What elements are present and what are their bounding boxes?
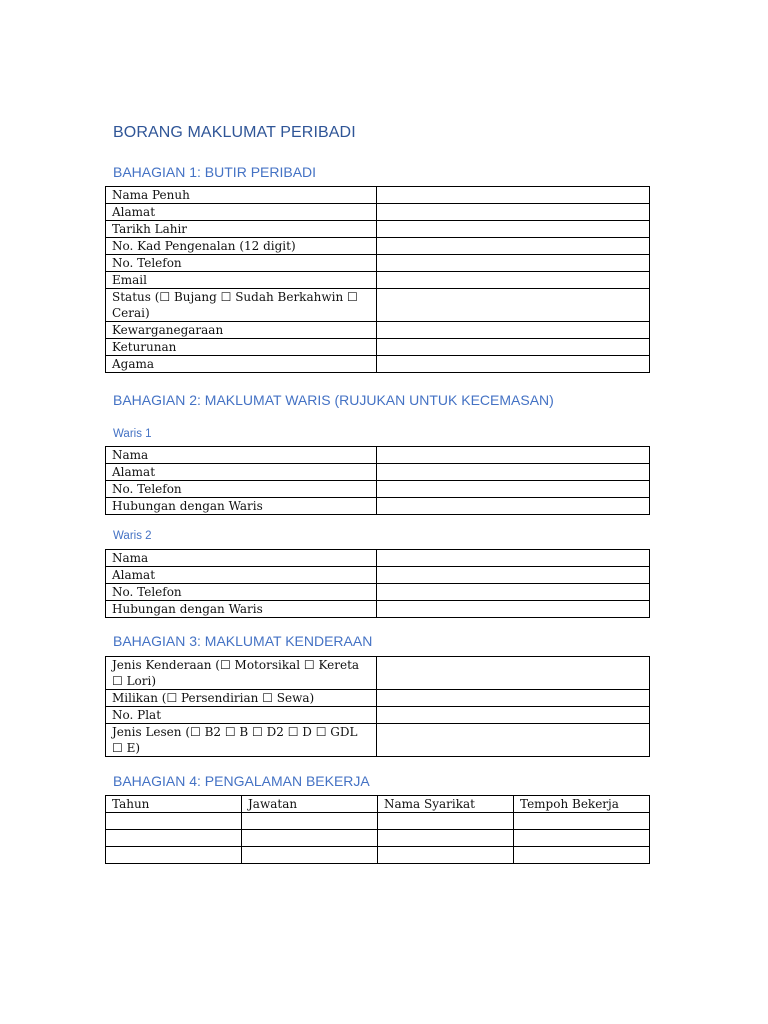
field-label-ic-number: No. Kad Pengenalan (12 digit) [106, 238, 377, 255]
cell-company[interactable] [378, 847, 514, 864]
waris1-heading: Waris 1 [113, 428, 152, 440]
cell-position[interactable] [242, 847, 378, 864]
field-value-waris2-phone[interactable] [377, 584, 650, 601]
cell-duration[interactable] [514, 813, 650, 830]
table-row [106, 657, 650, 690]
field-value-waris1-phone[interactable] [377, 481, 650, 498]
table-row [106, 847, 650, 864]
field-value-vehicle-type[interactable] [377, 657, 650, 690]
section1-heading: BAHAGIAN 1: BUTIR PERIBADI [113, 164, 317, 180]
field-value-citizenship[interactable] [377, 322, 650, 339]
field-label-citizenship: Kewarganegaraan [106, 322, 377, 339]
field-label-religion: Agama [106, 356, 377, 373]
field-value-marital-status[interactable] [377, 289, 650, 322]
cell-year[interactable] [106, 847, 242, 864]
column-header-company: Nama Syarikat [378, 796, 514, 813]
table-row [106, 204, 650, 221]
field-label-ownership: Milikan (☐ Persendirian ☐ Sewa) [106, 690, 377, 707]
column-header-position: Jawatan [242, 796, 378, 813]
table-row [106, 690, 650, 707]
field-value-waris2-address[interactable] [377, 567, 650, 584]
table-row [106, 289, 650, 322]
field-value-license-type[interactable] [377, 724, 650, 757]
column-header-year: Tahun [106, 796, 242, 813]
cell-duration[interactable] [514, 830, 650, 847]
form-title: BORANG MAKLUMAT PERIBADI [113, 124, 356, 141]
field-value-ethnicity[interactable] [377, 339, 650, 356]
field-label-vehicle-type: Jenis Kenderaan (☐ Motorsikal ☐ Kereta ☐ Lori) [106, 657, 377, 690]
table-row [106, 724, 650, 757]
cell-year[interactable] [106, 813, 242, 830]
table-row [106, 601, 650, 618]
waris2-table [105, 549, 650, 618]
field-value-address[interactable] [377, 204, 650, 221]
vehicle-table [105, 656, 650, 757]
field-label-waris2-name: Nama [106, 550, 377, 567]
work-experience-table [105, 795, 650, 864]
waris2-heading: Waris 2 [113, 530, 152, 542]
cell-duration[interactable] [514, 847, 650, 864]
table-row [106, 830, 650, 847]
personal-details-table [105, 186, 650, 373]
field-label-waris2-relation: Hubungan dengan Waris [106, 601, 377, 618]
table-row [106, 707, 650, 724]
field-label-license-type: Jenis Lesen (☐ B2 ☐ B ☐ D2 ☐ D ☐ GDL ☐ E) [106, 724, 377, 757]
field-label-waris2-address: Alamat [106, 567, 377, 584]
table-row [106, 322, 650, 339]
table-row [106, 584, 650, 601]
field-label-waris1-relation: Hubungan dengan Waris [106, 498, 377, 515]
field-value-waris2-relation[interactable] [377, 601, 650, 618]
section3-heading: BAHAGIAN 3: MAKLUMAT KENDERAAN [113, 633, 373, 649]
table-row [106, 447, 650, 464]
field-value-phone[interactable] [377, 255, 650, 272]
table-row [106, 339, 650, 356]
cell-position[interactable] [242, 813, 378, 830]
cell-company[interactable] [378, 813, 514, 830]
table-row [106, 272, 650, 289]
field-label-ethnicity: Keturunan [106, 339, 377, 356]
section2-heading: BAHAGIAN 2: MAKLUMAT WARIS (RUJUKAN UNTUK KECEMASAN) [113, 392, 554, 408]
table-row [106, 813, 650, 830]
field-label-birth-date: Tarikh Lahir [106, 221, 377, 238]
waris1-table [105, 446, 650, 515]
field-value-ownership[interactable] [377, 690, 650, 707]
table-row [106, 498, 650, 515]
table-row [106, 255, 650, 272]
field-value-waris1-relation[interactable] [377, 498, 650, 515]
column-header-duration: Tempoh Bekerja [514, 796, 650, 813]
cell-company[interactable] [378, 830, 514, 847]
section4-heading: BAHAGIAN 4: PENGALAMAN BEKERJA [113, 773, 370, 789]
table-row [106, 567, 650, 584]
field-label-plate-number: No. Plat [106, 707, 377, 724]
field-value-ic-number[interactable] [377, 238, 650, 255]
table-row [106, 187, 650, 204]
field-value-plate-number[interactable] [377, 707, 650, 724]
table-row [106, 238, 650, 255]
table-row [106, 356, 650, 373]
table-row [106, 464, 650, 481]
table-row [106, 221, 650, 238]
field-value-birth-date[interactable] [377, 221, 650, 238]
field-label-address: Alamat [106, 204, 377, 221]
field-value-email[interactable] [377, 272, 650, 289]
table-row [106, 550, 650, 567]
field-value-full-name[interactable] [377, 187, 650, 204]
field-value-waris2-name[interactable] [377, 550, 650, 567]
field-value-waris1-name[interactable] [377, 447, 650, 464]
table-row [106, 481, 650, 498]
cell-position[interactable] [242, 830, 378, 847]
table-header-row [106, 796, 650, 813]
field-label-marital-status: Status (☐ Bujang ☐ Sudah Berkahwin ☐ Cerai) [106, 289, 377, 322]
field-label-waris1-name: Nama [106, 447, 377, 464]
field-label-full-name: Nama Penuh [106, 187, 377, 204]
field-label-phone: No. Telefon [106, 255, 377, 272]
field-value-religion[interactable] [377, 356, 650, 373]
field-label-email: Email [106, 272, 377, 289]
cell-year[interactable] [106, 830, 242, 847]
field-label-waris1-address: Alamat [106, 464, 377, 481]
field-value-waris1-address[interactable] [377, 464, 650, 481]
field-label-waris2-phone: No. Telefon [106, 584, 377, 601]
field-label-waris1-phone: No. Telefon [106, 481, 377, 498]
